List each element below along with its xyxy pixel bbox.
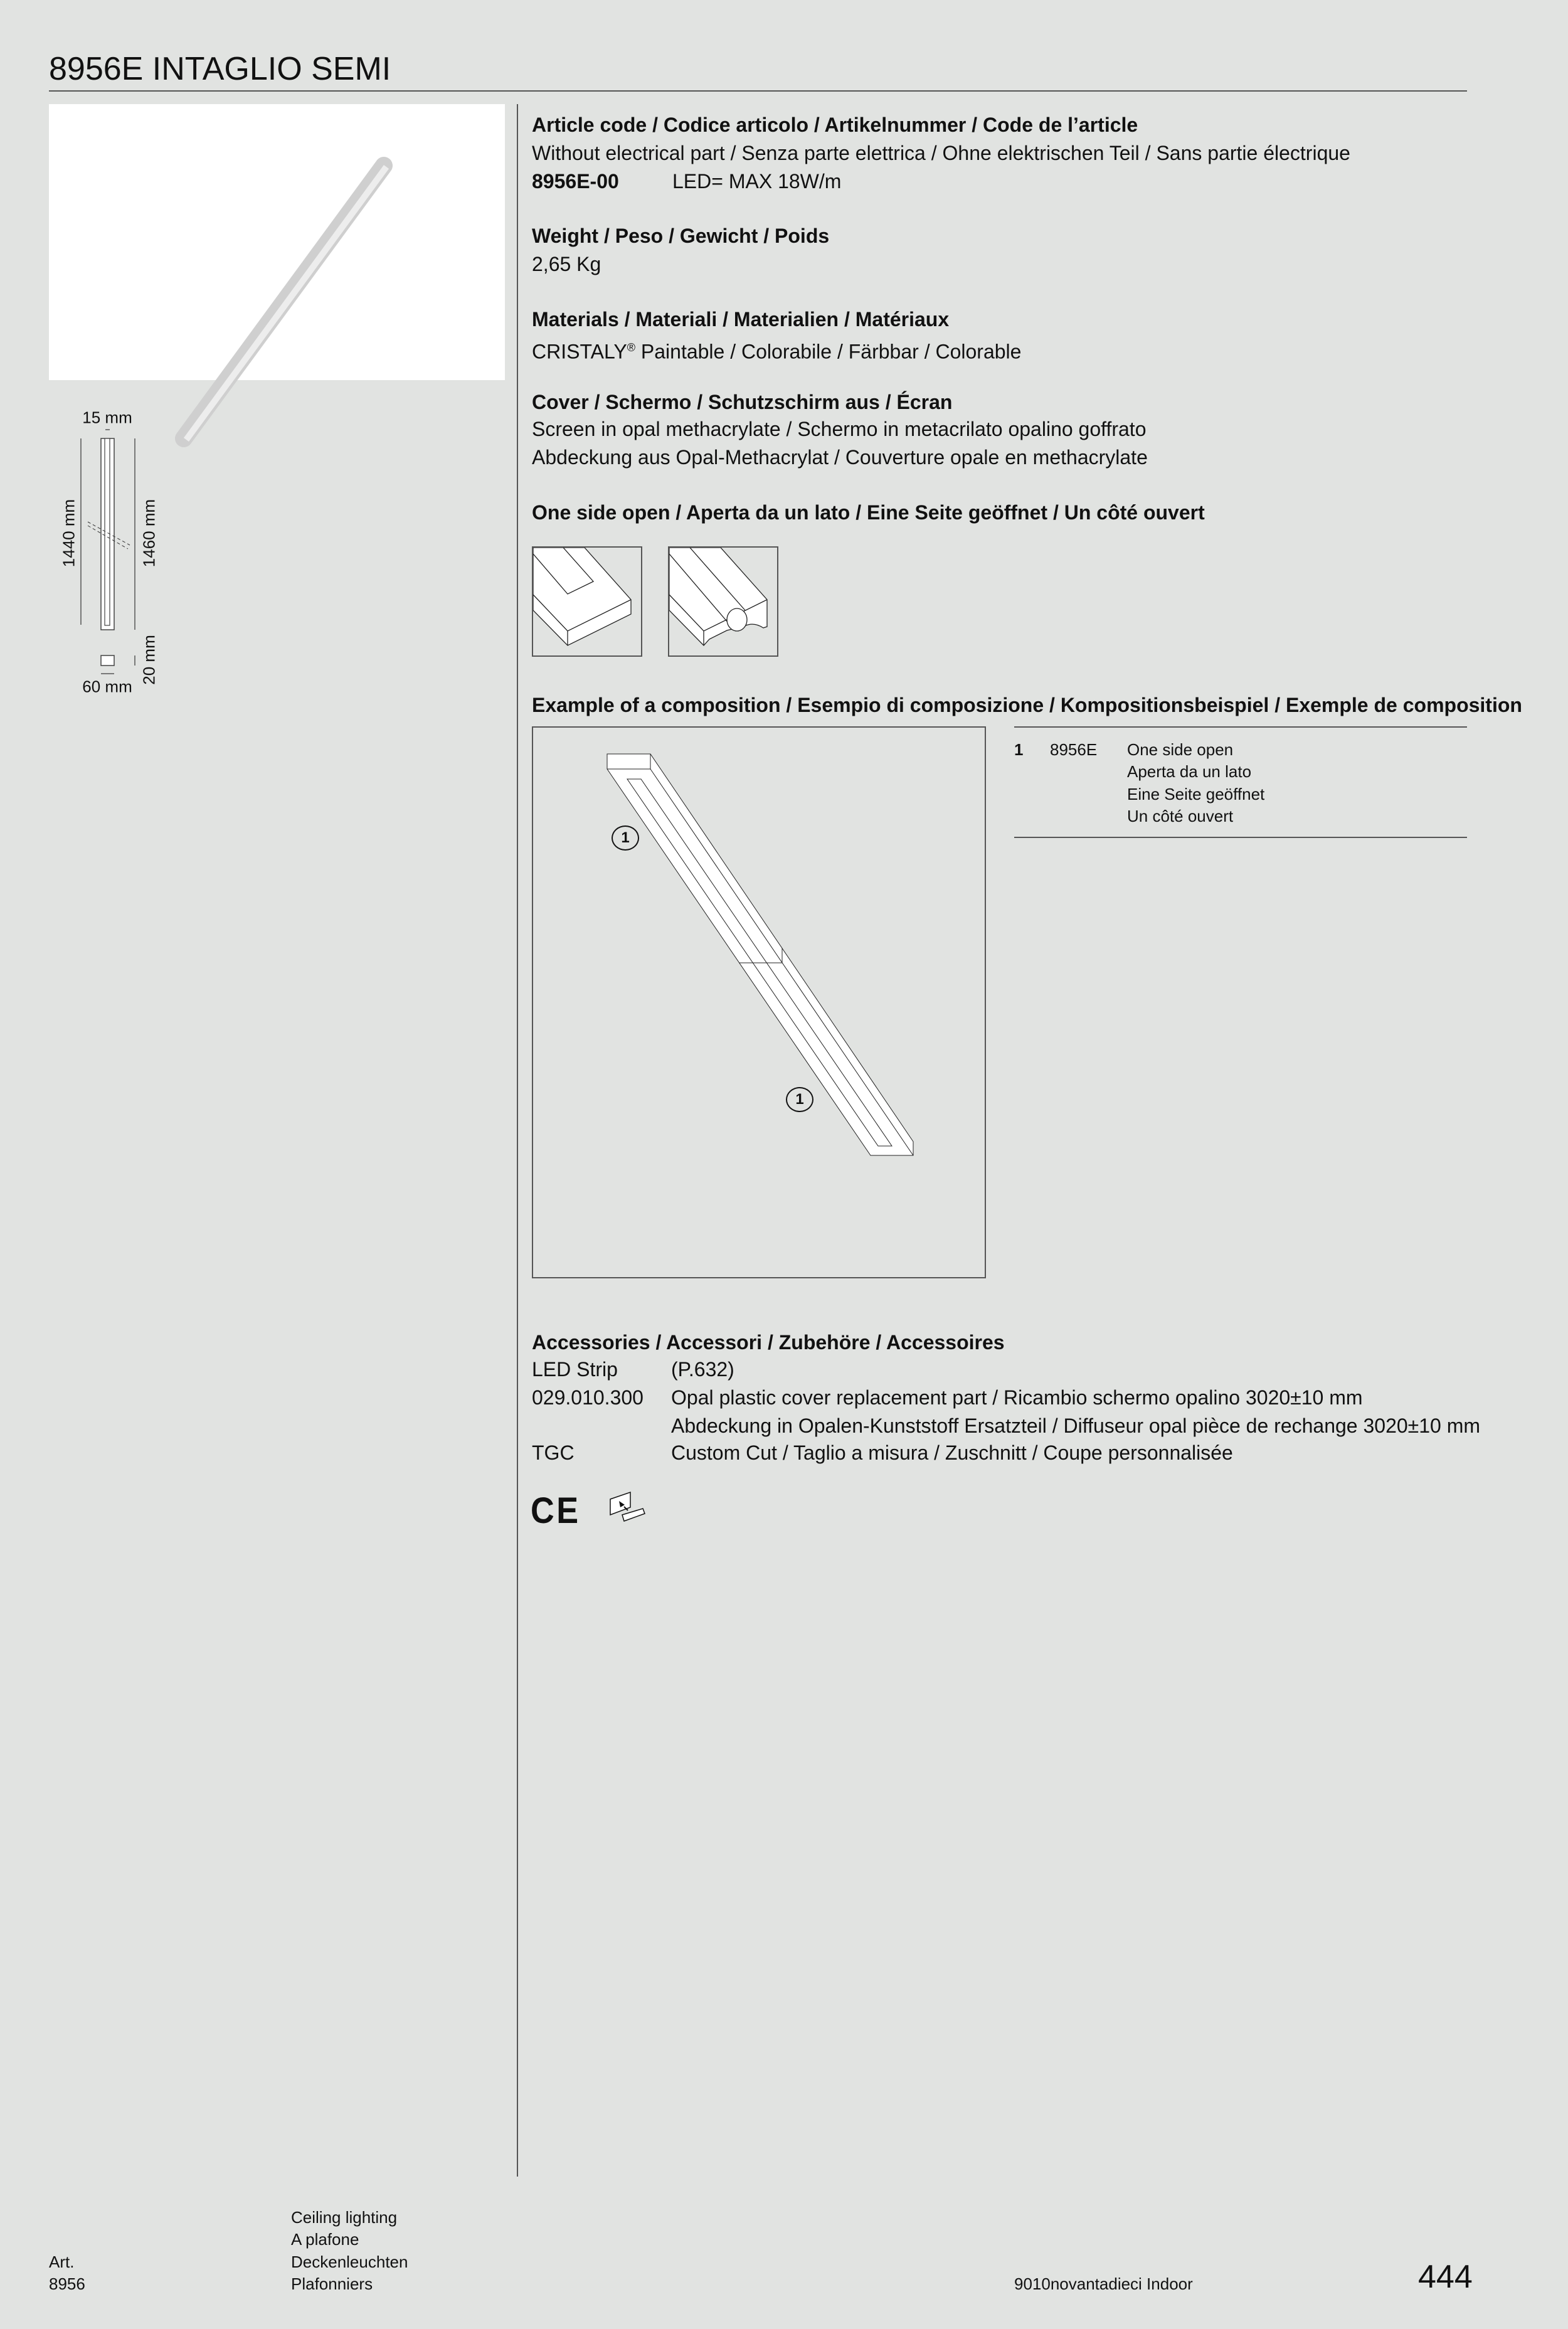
legend-line: Aperta da un lato (1127, 762, 1252, 781)
column-divider (517, 104, 518, 2177)
composition-marker: 1 (786, 1087, 813, 1112)
materials-text: Paintable / Colorabile / Färbbar / Colorable (635, 340, 1022, 363)
weight-heading: Weight / Peso / Gewicht / Poids (532, 225, 830, 247)
accessory-desc: (P.632) (671, 1358, 734, 1381)
footer-art-label: Art. (49, 2252, 75, 2271)
legend-code: 8956E (1050, 740, 1098, 759)
accessory-code: LED Strip (532, 1358, 618, 1381)
cover-line-2: Abdeckung aus Opal-Methacrylat / Couverture opale en methacrylate (532, 446, 1148, 469)
accessory-code: 029.010.300 (532, 1386, 644, 1409)
article-code: 8956E-00 (532, 170, 619, 193)
composition-drawing (532, 726, 986, 1278)
profile-closed-end-icon (532, 546, 642, 657)
composition-marker: 1 (612, 825, 639, 851)
legend-line: Un côté ouvert (1127, 807, 1234, 825)
legend-qty: 1 (1014, 740, 1024, 759)
dim-width-top: 15 mm (82, 408, 132, 427)
composition-heading: Example of a composition / Esempio di composizione / Kompositionsbeispiel / Exemple de composition (532, 694, 1522, 716)
footer-category: Deckenleuchten (291, 2252, 408, 2271)
ce-mark-icon: CE (531, 1490, 581, 1531)
dim-width-bottom: 60 mm (82, 677, 132, 696)
cover-line-1: Screen in opal methacrylate / Schermo in metacrilato opalino goffrato (532, 418, 1147, 440)
page-title: 8956E INTAGLIO SEMI (49, 51, 391, 87)
cover-heading: Cover / Schermo / Schutzschirm aus / Écran (532, 391, 953, 413)
footer-category: Ceiling lighting (291, 2208, 398, 2227)
registered-mark: ® (627, 341, 635, 354)
materials-brand: CRISTALY (532, 340, 627, 363)
footer-brand: 9010novantadieci Indoor (1014, 2274, 1193, 2293)
page-number: 444 (1418, 2259, 1473, 2295)
profile-open-end-icon (668, 546, 778, 657)
legend-line: Eine Seite geöffnet (1127, 785, 1265, 804)
accessory-desc: Custom Cut / Taglio a misura / Zuschnitt / Coupe personnalisée (671, 1441, 1233, 1464)
title-divider (49, 90, 1467, 92)
dim-height: 20 mm (139, 635, 159, 685)
accessory-desc: Abdeckung in Opalen-Kunststoff Ersatzteil / Diffuseur opal pièce de rechange 3020±10 mm (671, 1414, 1481, 1437)
legend-bottom-rule (1014, 837, 1467, 838)
dimension-drawing (0, 0, 251, 941)
dim-length-right: 1460 mm (139, 499, 159, 568)
one-side-open-heading: One side open / Aperta da un lato / Eine Seite geöffnet / Un côté ouvert (532, 501, 1205, 524)
accessory-code: TGC (532, 1441, 575, 1464)
legend-top-rule (1014, 726, 1467, 728)
legend-line: One side open (1127, 740, 1234, 759)
footer-category: A plafone (291, 2230, 359, 2249)
article-description: Without electrical part / Senza parte elettrica / Ohne elektrischen Teil / Sans partie électrique (532, 142, 1350, 164)
accessory-desc: Opal plastic cover replacement part / Ricambio schermo opalino 3020±10 mm (671, 1386, 1363, 1409)
remote-control-icon (608, 1490, 652, 1527)
article-heading: Article code / Codice articolo / Artikelnummer / Code de l’article (532, 114, 1138, 136)
weight-value: 2,65 Kg (532, 253, 601, 275)
dim-length-left: 1440 mm (59, 499, 78, 568)
materials-value (532, 334, 1021, 366)
article-spec: LED= MAX 18W/m (672, 170, 842, 193)
footer-art-number: 8956 (49, 2274, 85, 2293)
footer-category: Plafonniers (291, 2274, 373, 2293)
materials-heading: Materials / Materiali / Materialien / Matériaux (532, 308, 950, 331)
accessories-heading: Accessories / Accessori / Zubehöre / Accessoires (532, 1331, 1005, 1354)
